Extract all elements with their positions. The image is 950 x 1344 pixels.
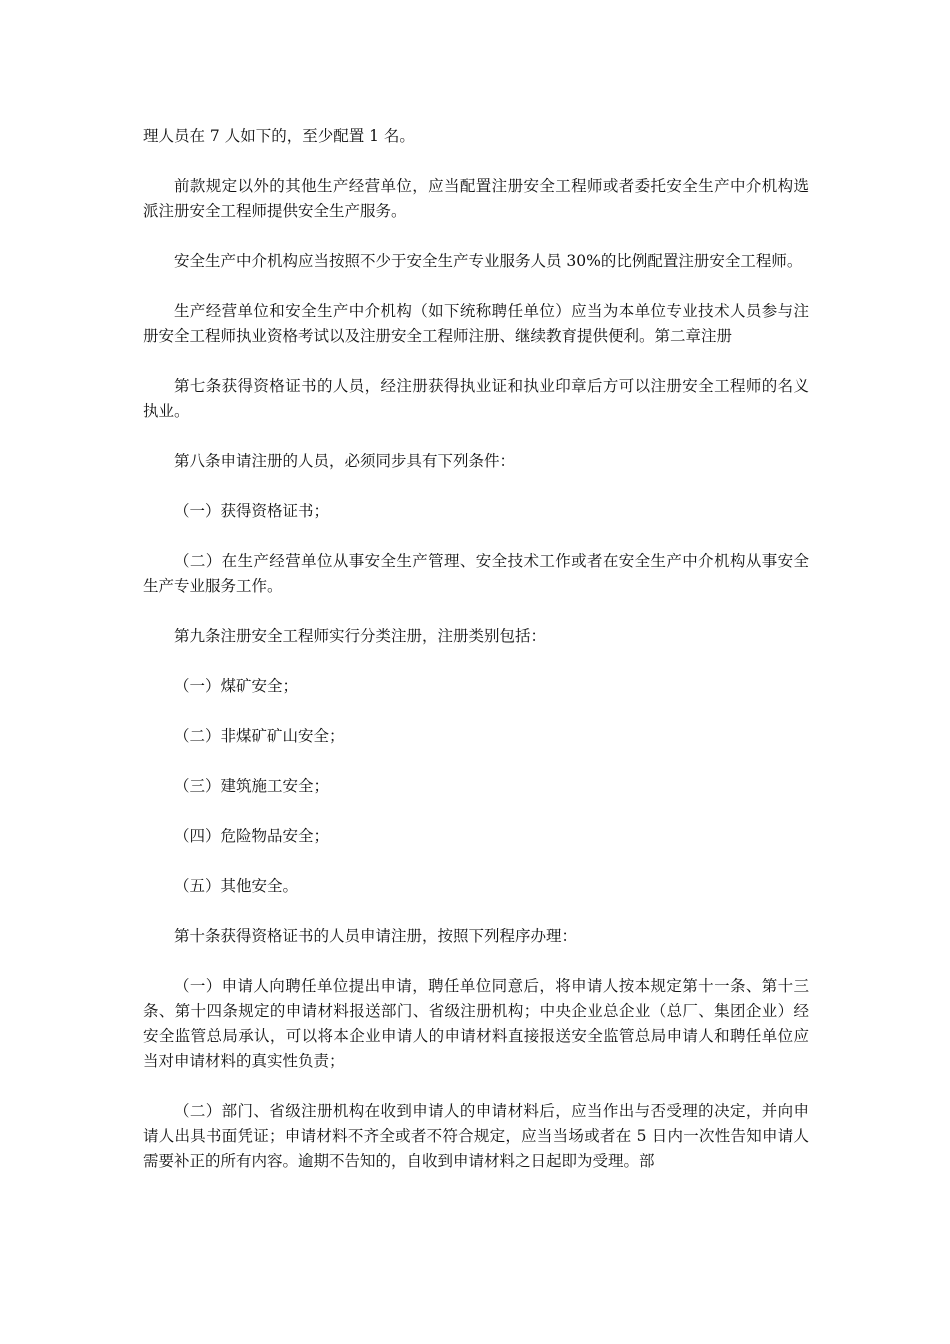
paragraph-continuation: 理人员在 7 人如下的，至少配置 1 名。 — [143, 127, 415, 145]
list-item: （二）非煤矿矿山安全； — [174, 727, 345, 745]
article-10: 第十条获得资格证书的人员申请注册，按照下列程序办理： — [174, 927, 578, 945]
paragraph: 前款规定以外的其他生产经营单位，应当配置注册安全工程师或者委托安全生产中介机构选派注册安全工程师提供安全生产服务。 — [143, 177, 809, 220]
list-item: （一）获得资格证书； — [174, 502, 330, 520]
list-item: （二）在生产经营单位从事安全生产管理、安全技术工作或者在安全生产中介机构从事安全生产专业服务工作。 — [143, 552, 809, 595]
article-9: 第九条注册安全工程师实行分类注册，注册类别包括： — [174, 627, 547, 645]
list-item: （一）煤矿安全； — [174, 677, 299, 695]
document-body — [143, 124, 809, 1199]
paragraph: 安全生产中介机构应当按照不少于安全生产专业服务人员 30%的比例配置注册安全工程师。 — [174, 252, 803, 270]
list-item: （一）申请人向聘任单位提出申请，聘任单位同意后，将申请人按本规定第十一条、第十三条、第十四条规定的申请材料报送部门、省级注册机构；中央企业总企业（总厂、集团企业）经安全监管总局承认，可以将本企业申请人的申请材料直接报送安全监管总局申请人和聘任单位应当对申请材料的真实性负责； — [143, 977, 809, 1070]
list-item: （四）危险物品安全； — [174, 827, 330, 845]
list-item: （三）建筑施工安全； — [174, 777, 330, 795]
article-8: 第八条申请注册的人员，必须同步具有下列条件： — [174, 452, 516, 470]
article-7: 第七条获得资格证书的人员，经注册获得执业证和执业印章后方可以注册安全工程师的名义执业。 — [143, 377, 809, 420]
list-item: （二）部门、省级注册机构在收到申请人的申请材料后，应当作出与否受理的决定，并向申请人出具书面凭证；申请材料不齐全或者不符合规定，应当当场或者在 5 日内一次性告知申请人需要补正的所有内容。逾期不告知的，自收到申请材料之日起即为受理。部 — [143, 1102, 809, 1170]
list-item: （五）其他安全。 — [174, 877, 299, 895]
paragraph: 生产经营单位和安全生产中介机构（如下统称聘任单位）应当为本单位专业技术人员参与注册安全工程师执业资格考试以及注册安全工程师注册、继续教育提供便利。第二章注册 — [143, 302, 809, 345]
